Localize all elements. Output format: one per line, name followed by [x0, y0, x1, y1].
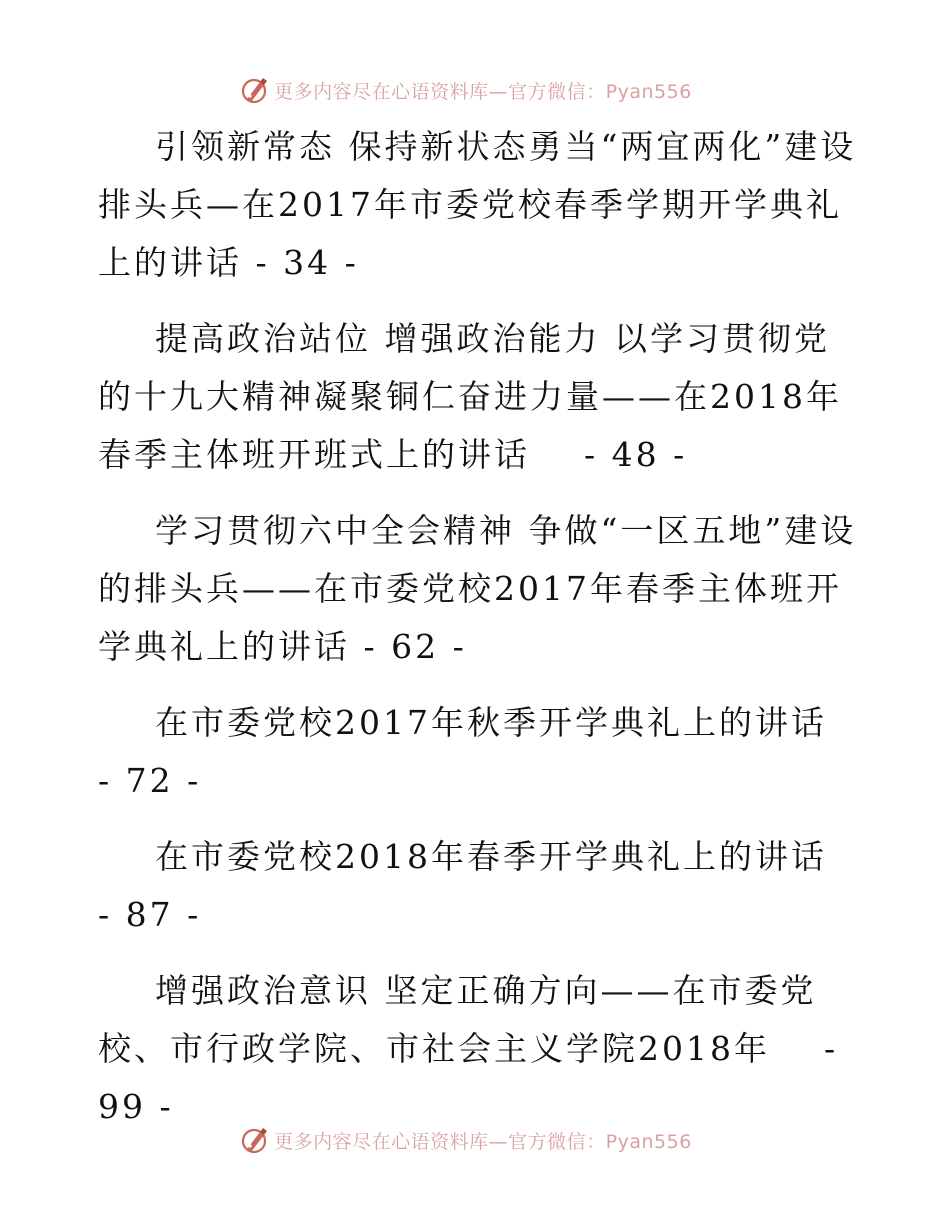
toc-entry[interactable]: 提高政治站位 增强政治能力 以学习贯彻党的十九大精神凝聚铜仁奋进力量——在2018年春季主体班开班式上的讲话 - 48 -	[98, 319, 842, 474]
watermark-text: 更多内容尽在心语资料库—官方微信：Pyan556	[274, 80, 692, 103]
pen-circle-icon	[238, 1124, 270, 1156]
toc-entry[interactable]: 在市委党校2017年秋季开学典礼上的讲话 - 72 -	[98, 703, 881, 800]
footer-watermark-banner	[0, 1120, 950, 1160]
table-of-contents	[98, 118, 881, 1154]
toc-entry[interactable]: 学习贯彻六中全会精神 争做“一区五地”建设的排头兵——在市委党校2017年春季主体班开学典礼上的讲话 - 62 -	[98, 511, 857, 666]
toc-entry[interactable]: 增强政治意识 坚定正确方向——在市委党校、市行政学院、市社会主义学院2018年 - 99 -	[98, 971, 852, 1126]
toc-entry[interactable]: 引领新常态 保持新状态勇当“两宜两化”建设排头兵—在2017年市委党校春季学期开学典礼上的讲话 - 34 -	[98, 127, 857, 282]
watermark-text: 更多内容尽在心语资料库—官方微信：Pyan556	[274, 1130, 692, 1153]
pen-circle-icon	[238, 74, 270, 106]
header-watermark-banner	[0, 70, 950, 110]
toc-entry[interactable]: 在市委党校2018年春季开学典礼上的讲话 - 87 -	[98, 837, 881, 934]
